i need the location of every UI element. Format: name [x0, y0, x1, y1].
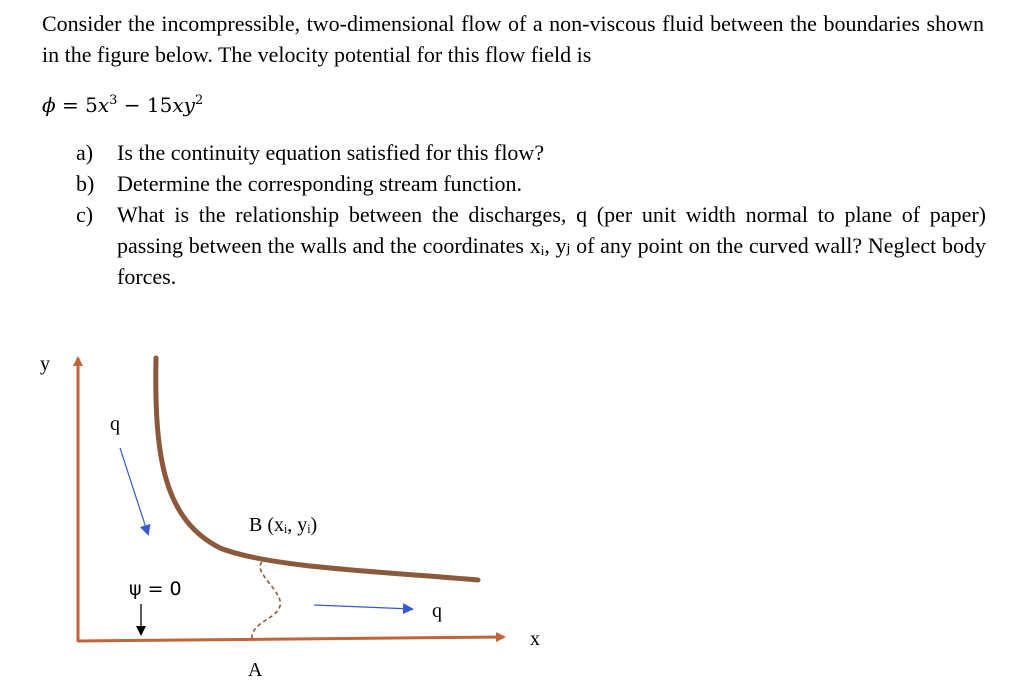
- question-label: a): [76, 140, 94, 165]
- curved-wall: [156, 358, 478, 580]
- dashed-line-b-to-a: [252, 562, 280, 640]
- q-top-label: q: [110, 413, 120, 435]
- point-a-label: A: [248, 659, 263, 680]
- minus-sign: −: [123, 93, 141, 117]
- q-right-label: q: [432, 600, 442, 622]
- x-axis: [78, 637, 504, 641]
- equals-sign: =: [62, 93, 79, 117]
- point-b-label: B (xᵢ, yᵢ): [249, 514, 318, 536]
- term2-exponent: 2: [194, 93, 204, 108]
- x-axis-label: x: [530, 628, 540, 650]
- psi-zero-label: ψ = 0: [129, 578, 182, 600]
- question-text: Determine the corresponding stream function.: [117, 171, 523, 196]
- question-text: What is the relationship between the discharges, q (per unit width normal to plane of paper) passing between the walls and the coordinates xᵢ, yⱼ of any point on the curved wall? Neglect body forces.: [117, 202, 986, 289]
- question-label: b): [76, 171, 95, 196]
- outflow-arrow: [314, 605, 412, 609]
- question-label: c): [76, 202, 94, 227]
- term1-coefficient: 5: [85, 93, 98, 117]
- phi-symbol: ϕ: [42, 93, 56, 117]
- question-text: Is the continuity equation satisfied for this flow?: [117, 140, 545, 165]
- problem-intro: Consider the incompressible, two-dimensional flow of a non-viscous fluid between the boundaries shown in the figure below. The velocity potential for this flow field is: [42, 11, 984, 67]
- term2-variable: xy: [172, 93, 195, 117]
- y-axis-label: y: [40, 353, 50, 375]
- term2-coefficient: 15: [146, 93, 173, 117]
- term1-exponent: 3: [109, 93, 118, 108]
- inflow-arrow: [120, 448, 148, 534]
- term1-variable: x: [97, 93, 110, 117]
